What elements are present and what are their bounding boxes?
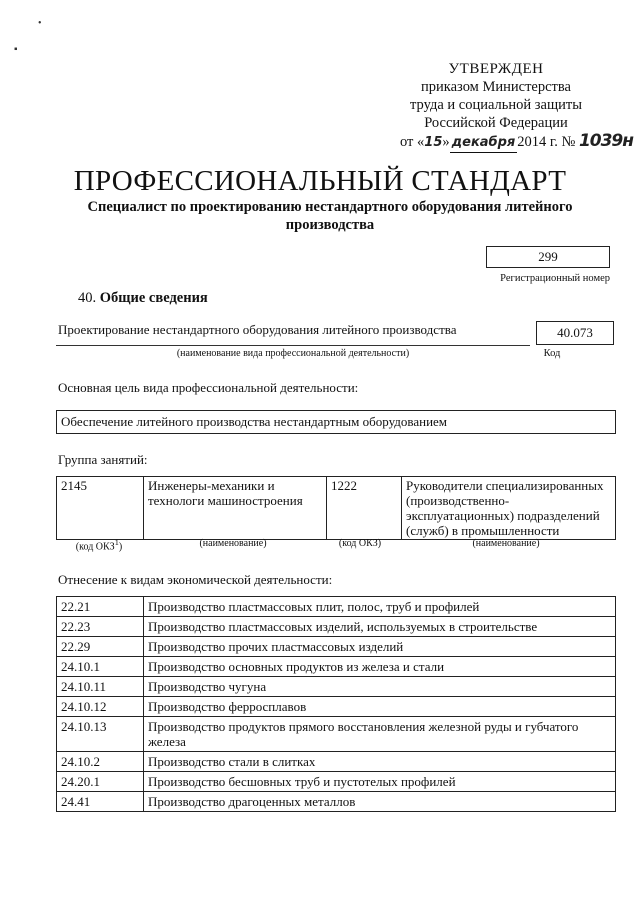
okved-name-cell: Производство ферросплавов <box>144 697 616 717</box>
okved-code-cell: 24.10.12 <box>57 697 144 717</box>
okved-code-cell: 24.10.1 <box>57 657 144 677</box>
economic-activity-table <box>56 596 616 812</box>
okved-name-cell: Производство продуктов прямого восстановления железной руды и губчатого железа <box>144 717 616 752</box>
occupation-name-cell: Руководители специализированных (производственно-эксплуатационных) подразделений (служб) в промышленности <box>402 477 616 540</box>
date-prefix: от « <box>400 134 425 150</box>
table-row <box>57 677 616 697</box>
okved-code-cell: 24.10.13 <box>57 717 144 752</box>
occupation-table <box>56 476 616 540</box>
caption-text: (код ОКЗ <box>75 541 115 553</box>
section-title: Общие сведения <box>99 290 208 306</box>
table-row <box>57 752 616 772</box>
activity-name: Проектирование нестандартного оборудования литейного производства <box>58 322 457 337</box>
table-row <box>57 717 616 752</box>
approval-heading: УТВЕРЖДЕН <box>448 61 544 77</box>
okz-code-cell: 2145 <box>57 477 144 540</box>
approval-line: Российской Федерации <box>424 115 568 131</box>
okved-code-cell: 22.29 <box>57 637 144 657</box>
date-mid: » <box>442 134 450 150</box>
okved-code-cell: 24.10.11 <box>57 677 144 697</box>
handwritten-order-number: 1039н <box>578 131 633 151</box>
okved-name-cell: Производство чугуна <box>144 677 616 697</box>
activity-caption: (наименование вида профессиональной деятельности) <box>176 348 410 359</box>
page-subtitle: Специалист по проектированию нестандартного оборудования литейного производства <box>87 199 573 233</box>
okved-name-cell: Производство прочих пластмассовых изделий <box>144 637 616 657</box>
okved-code-cell: 24.41 <box>57 792 144 812</box>
table-row <box>57 792 616 812</box>
approval-line: приказом Министерства <box>421 79 571 95</box>
approval-block <box>396 60 633 153</box>
caption-name: (наименование) <box>472 538 540 549</box>
okved-name-cell: Производство стали в слитках <box>144 752 616 772</box>
economic-activity-heading: Отнесение к видам экономической деятельности: <box>58 572 333 587</box>
okved-code-cell: 22.21 <box>57 597 144 617</box>
occupation-name-cell: Инженеры-механики и технологи машиностроения <box>144 477 327 540</box>
okved-name-cell: Производство основных продуктов из железа и стали <box>144 657 616 677</box>
scan-mark: ▪ <box>14 44 18 55</box>
registration-number-label: Регистрационный номер <box>500 273 610 284</box>
okved-name-cell: Производство пластмассовых изделий, используемых в строительстве <box>144 617 616 637</box>
caption-name: (наименование) <box>199 538 267 549</box>
activity-code-box: 40.073 <box>536 321 614 345</box>
okz-code-cell: 1222 <box>327 477 402 540</box>
okved-code-cell: 24.20.1 <box>57 772 144 792</box>
okved-code-cell: 22.23 <box>57 617 144 637</box>
occupation-group-heading: Группа занятий: <box>58 452 148 467</box>
scan-mark: • <box>38 18 42 29</box>
caption-text: ) <box>118 541 123 553</box>
table-row <box>57 637 616 657</box>
okved-code-cell: 24.10.2 <box>57 752 144 772</box>
table-row <box>57 697 616 717</box>
table-row <box>57 477 616 540</box>
activity-underline <box>56 345 530 346</box>
approval-date-line <box>400 131 633 153</box>
caption-okz-code <box>56 538 142 552</box>
approval-line: труда и социальной защиты <box>410 97 582 113</box>
section-number: 40. <box>78 290 97 306</box>
page-title: ПРОФЕССИОНАЛЬНЫЙ СТАНДАРТ <box>73 165 567 197</box>
section-heading <box>78 290 208 307</box>
goal-box: Обеспечение литейного производства нестандартным оборудованием <box>56 410 616 434</box>
handwritten-day: 15 <box>424 135 443 150</box>
handwritten-month: декабря <box>450 134 518 153</box>
registration-number-box: 299 <box>486 246 610 268</box>
okved-name-cell: Производство бесшовных труб и пустотелых профилей <box>144 772 616 792</box>
caption-okz-code: (код ОКЗ) <box>338 538 382 549</box>
table-row <box>57 657 616 677</box>
table-row <box>57 597 616 617</box>
okved-name-cell: Производство драгоценных металлов <box>144 792 616 812</box>
table-row <box>57 617 616 637</box>
activity-code-label: Код <box>543 348 561 359</box>
okved-name-cell: Производство пластмассовых плит, полос, труб и профилей <box>144 597 616 617</box>
footnote-mark: 1 <box>114 538 119 547</box>
goal-heading: Основная цель вида профессиональной деятельности: <box>58 380 359 395</box>
table-row <box>57 772 616 792</box>
date-year: 2014 г. № <box>517 134 576 150</box>
